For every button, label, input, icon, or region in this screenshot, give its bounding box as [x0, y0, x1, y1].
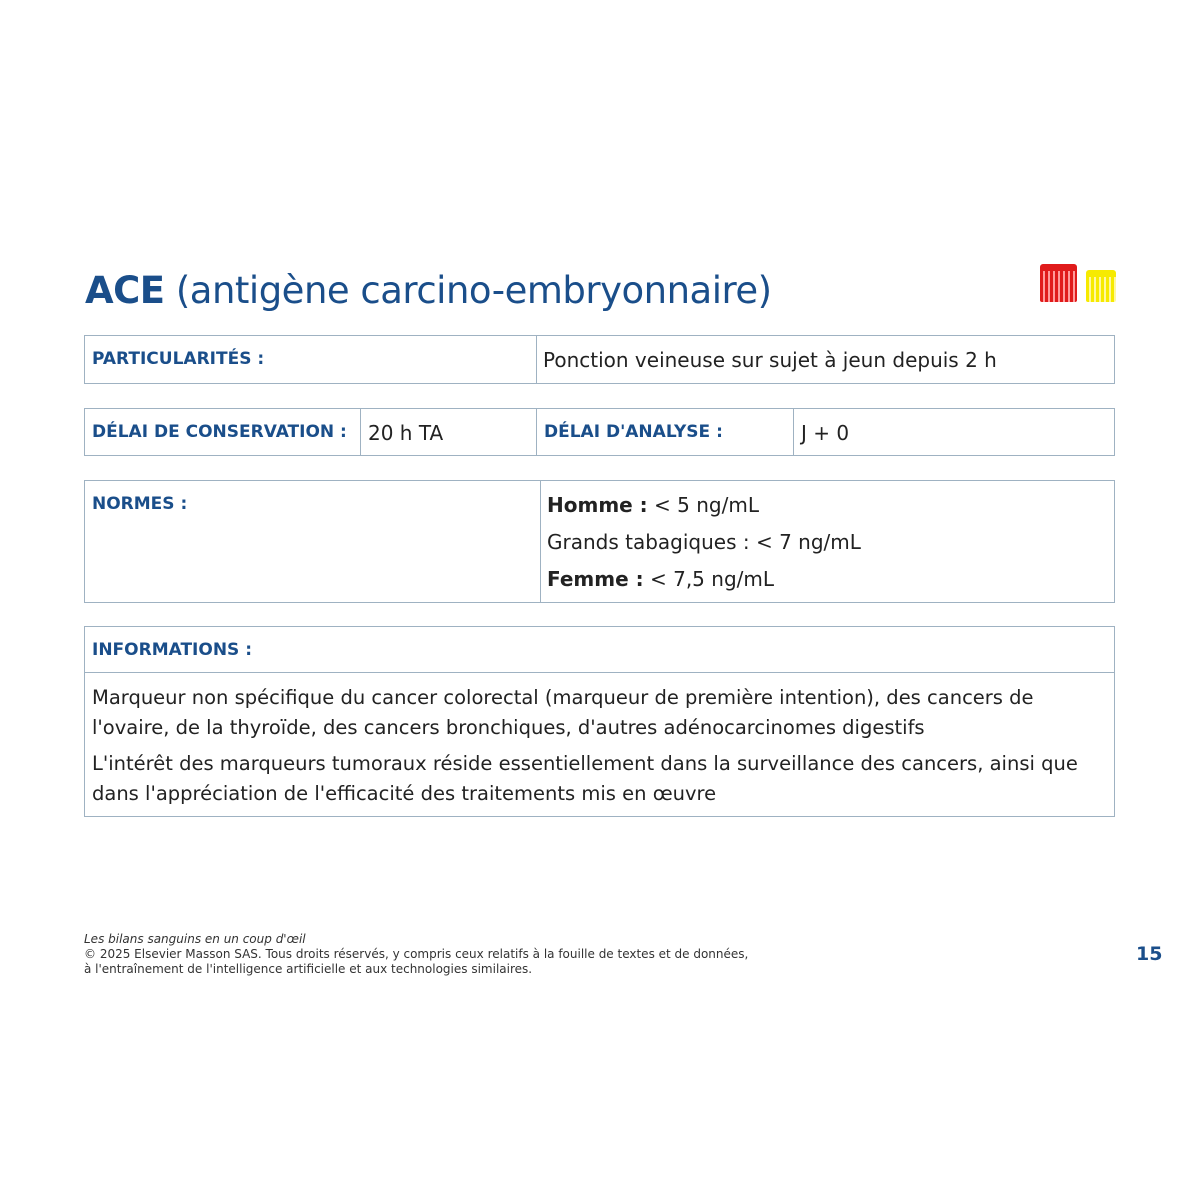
- particularites-label: PARTICULARITÉS :: [92, 349, 265, 369]
- normes-box: [84, 480, 1115, 603]
- norme-homme: [547, 493, 759, 517]
- informations-paragraph-2: L'intérêt des marqueurs tumoraux réside essentiellement dans la surveillance des cancers, ainsi que dans l'appréciation de l'efficacité des traitements mis en œuvre: [92, 752, 1078, 805]
- page-title: [85, 266, 772, 316]
- title-full-name: (antigène carcino-embryonnaire): [175, 269, 772, 312]
- conservation-label: DÉLAI DE CONSERVATION :: [92, 422, 347, 442]
- informations-box: [84, 626, 1115, 817]
- informations-paragraph-1: Marqueur non spécifique du cancer colorectal (marqueur de première intention), des cancers de l'ovaire, de la thyroïde, des cancers bronchiques, d'autres adénocarcinomes digestifs: [92, 686, 1034, 739]
- normes-label: NORMES :: [92, 494, 188, 514]
- informations-header: [85, 627, 1114, 673]
- norme-tabagiques: Grands tabagiques : < 7 ng/mL: [547, 530, 861, 554]
- footer-book-title: Les bilans sanguins en un coup d'œil: [84, 932, 306, 946]
- page-number: 15: [1136, 943, 1163, 965]
- footer-copyright-1: © 2025 Elsevier Masson SAS. Tous droits réservés, y compris ceux relatifs à la fouille de textes et de données,: [84, 947, 749, 961]
- yellow-tube-icon: [1086, 270, 1116, 302]
- sample-tubes: [1040, 264, 1116, 306]
- norme-femme-value: < 7,5 ng/mL: [649, 567, 774, 591]
- particularites-box: [84, 335, 1115, 384]
- red-tube-icon: [1040, 264, 1077, 302]
- title-abbreviation: ACE: [85, 269, 165, 312]
- footer: [84, 932, 748, 977]
- footer-copyright-2: à l'entraînement de l'intelligence artificielle et aux technologies similaires.: [84, 962, 533, 976]
- norme-homme-label: Homme :: [547, 493, 648, 517]
- conservation-value: 20 h TA: [368, 421, 444, 445]
- analyse-label: DÉLAI D'ANALYSE :: [544, 422, 723, 442]
- norme-femme-label: Femme :: [547, 567, 644, 591]
- norme-homme-value: < 5 ng/mL: [654, 493, 759, 517]
- delais-box: [84, 408, 1115, 456]
- informations-label: INFORMATIONS :: [92, 640, 253, 660]
- norme-femme: [547, 567, 774, 591]
- particularites-value: Ponction veineuse sur sujet à jeun depuis 2 h: [543, 348, 997, 372]
- analyse-value: J + 0: [801, 421, 850, 445]
